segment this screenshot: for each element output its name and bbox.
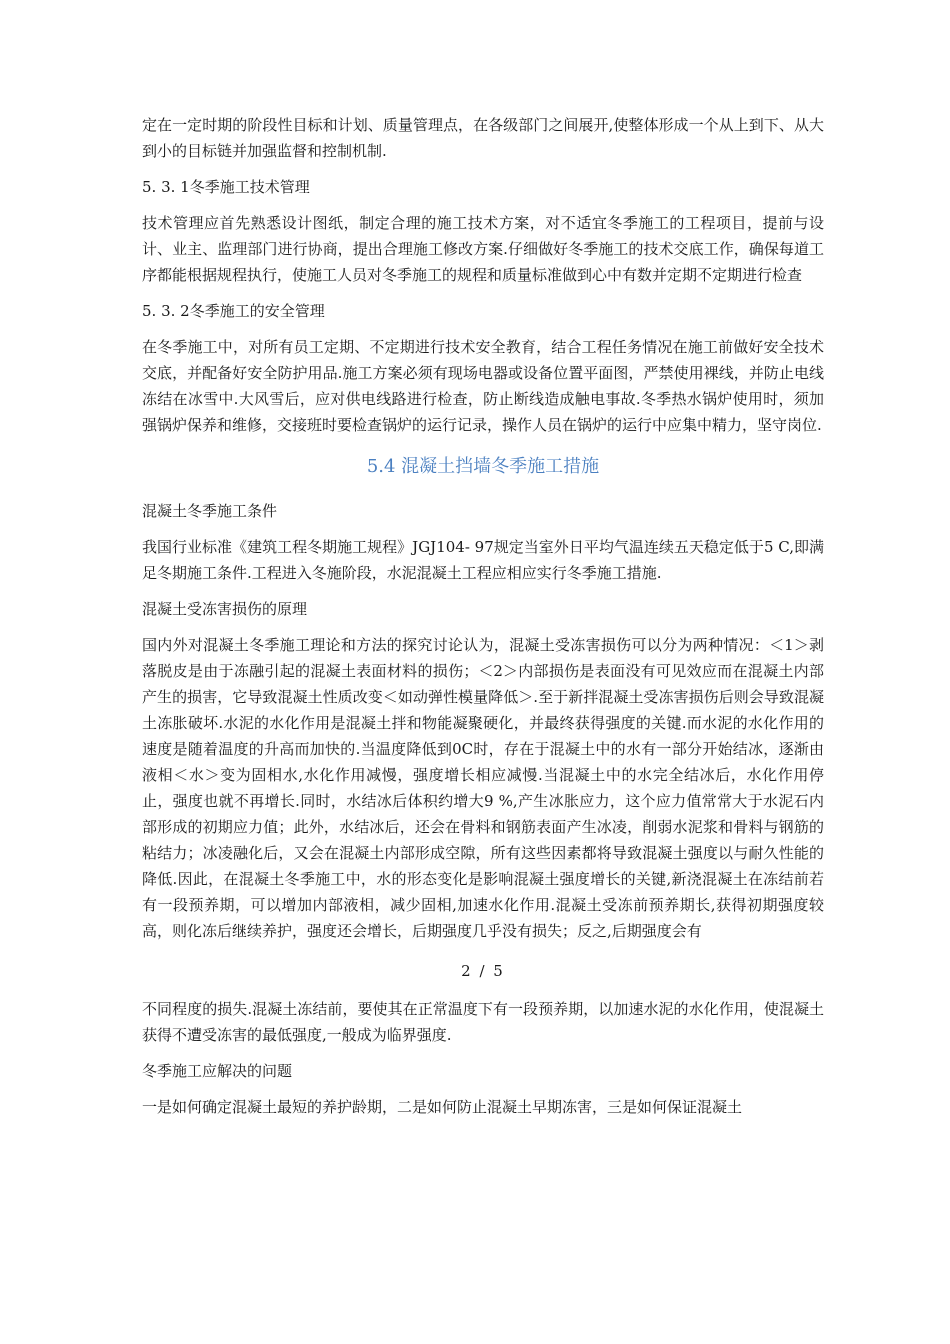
- subsection-title: 冬季施工应解决的问题: [142, 1062, 293, 1080]
- subsection-title: 混凝土受冻害损伤的原理: [142, 600, 308, 618]
- page-number: 2 / 5: [461, 962, 505, 980]
- subsection-title: 5. 3. 2冬季施工的安全管理: [142, 302, 325, 320]
- body-paragraph: 不同程度的损失.混凝土冻结前，要使其在正常温度下有一段预养期，以加速水泥的水化作用，使混凝土获得不遭受冻害的最低强度,一般成为临界强度.: [142, 1000, 824, 1044]
- body-paragraph: 一是如何确定混凝土最短的养护龄期，二是如何防止混凝土早期冻害，三是如何保证混凝土: [142, 1098, 743, 1116]
- document-page: [142, 112, 824, 1130]
- subsection-title: 5. 3. 1冬季施工技术管理: [142, 178, 310, 196]
- body-paragraph: 我国行业标准《建筑工程冬期施工规程》JGJ104- 97规定当室外日平均气温连续五天稳定低于5 C,即满足冬期施工条件.工程进入冬施阶段，水泥混凝土工程应相应实行冬季施工措施.: [142, 538, 824, 582]
- subsection-title: 混凝土冬季施工条件: [142, 502, 278, 520]
- body-paragraph: 定在一定时期的阶段性目标和计划、质量管理点，在各级部门之间展开,使整体形成一个从上到下、从大到小的目标链并加强监督和控制机制.: [142, 116, 824, 160]
- section-heading: 5.4 混凝土挡墙冬季施工措施: [366, 456, 600, 477]
- body-paragraph: 在冬季施工中，对所有员工定期、不定期进行技术安全教育，结合工程任务情况在施工前做好安全技术交底，并配备好安全防护用品.施工方案必须有现场电器或设备位置平面图，严禁使用裸线，并防止电线冻结在冰雪中.大风雪后，应对供电线路进行检查，防止断线造成触电事故.冬季热水锅炉使用时，须加强锅炉保养和维修，交接班时要检查锅炉的运行记录，操作人员在锅炉的运行中应集中精力，坚守岗位.: [142, 338, 824, 434]
- body-paragraph: 国内外对混凝土冬季施工理论和方法的探究讨论认为，混凝土受冻害损伤可以分为两种情况：＜1＞剥落脱皮是由于冻融引起的混凝土表面材料的损伤；＜2＞内部损伤是表面没有可见效应而在混凝土内部产生的损害，它导致混凝土性质改变＜如动弹性模量降低＞.至于新拌混凝土受冻害损伤后则会导致混凝土冻胀破坏.水泥的水化作用是混凝土拌和物能凝聚硬化，并最终获得强度的关键.而水泥的水化作用的速度是随着温度的升高而加快的.当温度降低到0C时，存在于混凝土中的水有一部分开始结冰，逐渐由液相＜水＞变为固相水,水化作用减慢，强度增长相应减慢.当混凝土中的水完全结冰后，水化作用停止，强度也就不再增长.同时，水结冰后体积约增大9 %,产生冰胀应力，这个应力值常常大于水泥石内部形成的初期应力值；此外，水结冰后，还会在骨料和钢筋表面产生冰凌，削弱水泥浆和骨料与钢筋的粘结力；冰凌融化后，又会在混凝土内部形成空隙，所有这些因素都将导致混凝土强度以与耐久性能的降低.因此，在混凝土冬季施工中，水的形态变化是影响混凝土强度增长的关键,新浇混凝土在冻结前若有一段预养期，可以增加内部液相，减少固相,加速水化作用.混凝土受冻前预养期长,获得初期强度较高，则化冻后继续养护，强度还会增长，后期强度几乎没有损失；反之,后期强度会有: [142, 636, 824, 940]
- body-paragraph: 技术管理应首先熟悉设计图纸，制定合理的施工技术方案，对不适宜冬季施工的工程项目，提前与设计、业主、监理部门进行协商，提出合理施工修改方案.仔细做好冬季施工的技术交底工作，确保每道工序都能根据规程执行，使施工人员对冬季施工的规程和质量标准做到心中有数并定期不定期进行检查: [142, 214, 824, 284]
